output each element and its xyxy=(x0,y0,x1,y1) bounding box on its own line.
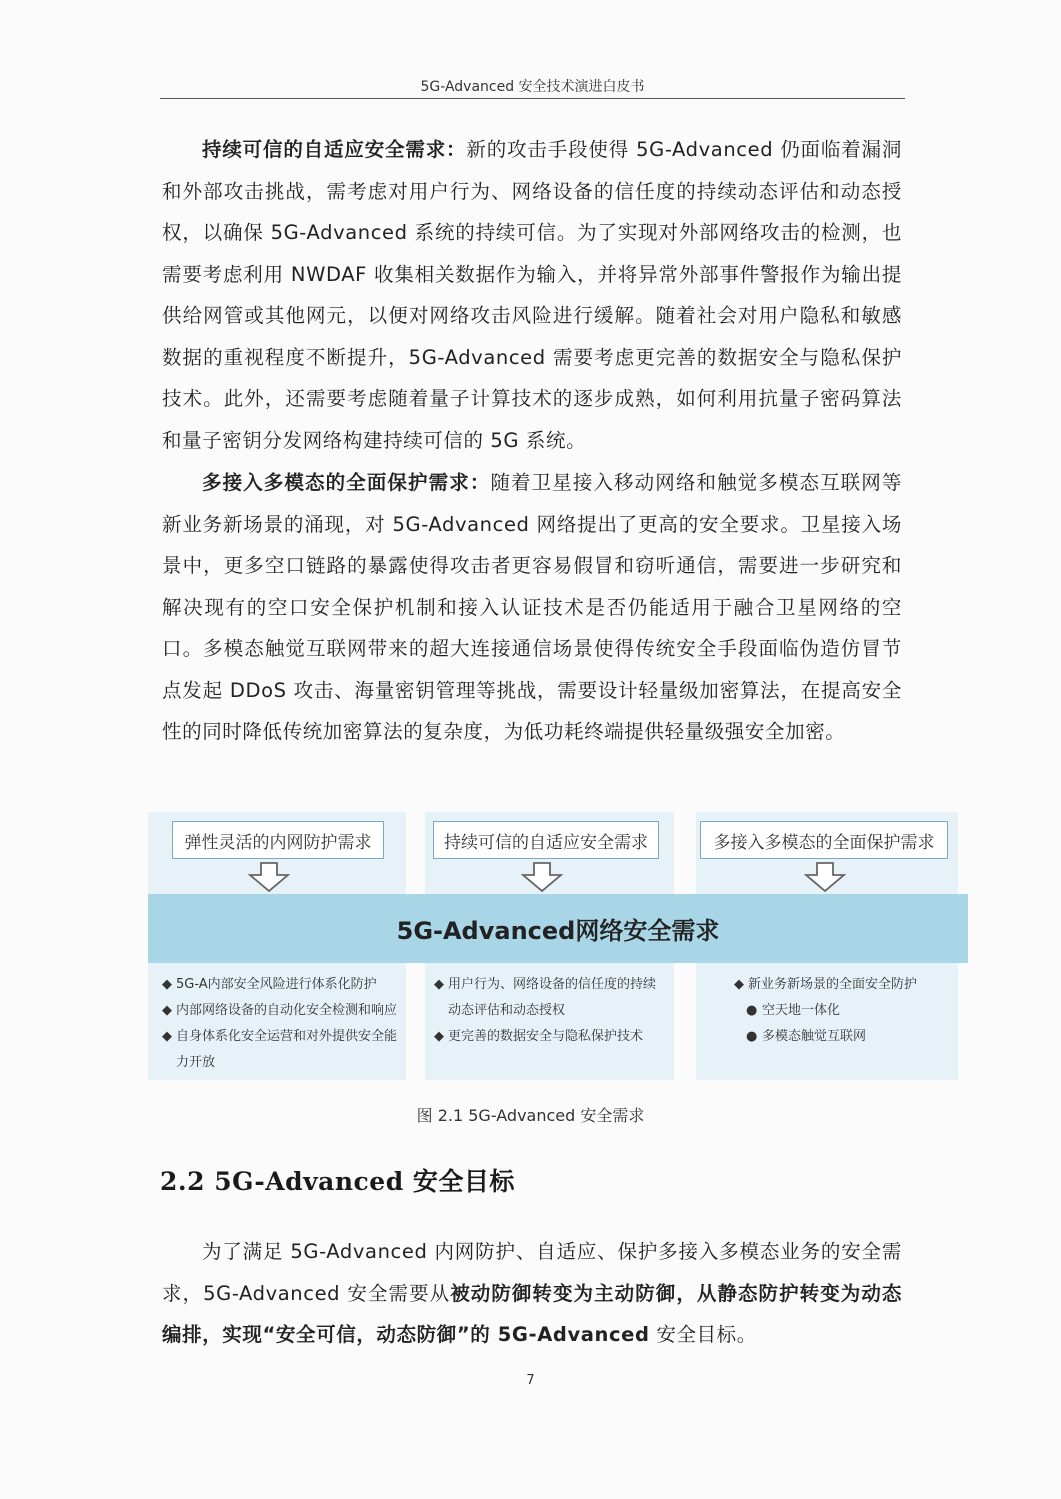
paragraph-security-goal xyxy=(162,1231,902,1356)
dot-icon: ● xyxy=(746,1003,758,1018)
section-title: 2.2 5G-Advanced 安全目标 xyxy=(160,1167,515,1196)
page-number: 7 xyxy=(526,1373,535,1388)
diamond-icon: ◆ xyxy=(434,977,444,992)
dot-icon: ● xyxy=(746,1029,758,1044)
list-item: ◆ 更完善的数据安全与隐私保护技术 xyxy=(434,1024,666,1050)
down-arrow-icon xyxy=(804,862,846,892)
bullet-list xyxy=(434,972,666,1050)
requirement-box: 多接入多模态的全面保护需求 xyxy=(700,821,948,859)
paragraph-adaptive-security xyxy=(162,129,902,461)
down-arrow-icon xyxy=(248,862,290,892)
paragraph-body: 随着卫星接入移动网络和触觉多模态互联网等新业务新场景的涌现，对 5G-Advanced 网络提出了更高的安全要求。卫星接入场景中，更多空口链路的暴露使得攻击者更容易假冒和窃听通信，需要进一步研究和解决现有的空口安全保护机制和接入认证技术是否仍能适用于融合卫星网络的空口。多模态触觉互联网带来的超大连接通信场景使得传统安全手段面临伪造仿冒节点发起 DDoS 攻击、海量密钥管理等挑战，需要设计轻量级加密算法，在提高安全性的同时降低传统加密算法的复杂度，为低功耗终端提供轻量级强安全加密。 xyxy=(162,471,902,743)
paragraph-body: 新的攻击手段使得 5G-Advanced 仍面临着漏洞和外部攻击挑战，需考虑对用户行为、网络设备的信任度的持续动态评估和动态授权，以确保 5G-Advanced 系统的持续可信。为了实现对外部网络攻击的检测，也需要考虑利用 NWDAF 收集相关数据作为输入，并将异常外部事件警报作为输出提供给网管或其他网元，以便对网络攻击风险进行缓解。随着社会对用户隐私和敏感数据的重视程度不断提升，5G-Advanced 需要考虑更完善的数据安全与隐私保护技术。此外，还需要考虑随着量子计算技术的逐步成熟，如何利用抗量子密码算法和量子密钥分发网络构建持续可信的 5G 系统。 xyxy=(162,138,902,452)
diamond-icon: ◆ xyxy=(162,977,172,992)
paragraph-lead: 多接入多模态的全面保护需求： xyxy=(202,471,491,494)
bullet-list xyxy=(734,972,954,1050)
requirement-box: 持续可信的自适应安全需求 xyxy=(433,821,659,859)
paragraph-lead: 持续可信的自适应安全需求： xyxy=(202,138,467,161)
down-arrow-icon xyxy=(521,862,563,892)
diamond-icon: ◆ xyxy=(734,977,744,992)
paragraph-text: 安全目标。 xyxy=(649,1323,757,1346)
requirement-box: 弹性灵活的内网防护需求 xyxy=(172,821,384,859)
figure-caption: 图 2.1 5G-Advanced 安全需求 xyxy=(416,1106,645,1125)
diamond-icon: ◆ xyxy=(162,1003,172,1018)
paragraph-emphasis: 被动防御转变为主动防御，从静态防护转变为动态编排，实现“安全可信，动态防御”的 5G-Advanced xyxy=(162,1281,902,1346)
list-item: ● 多模态触觉互联网 xyxy=(734,1024,954,1050)
diamond-icon: ◆ xyxy=(434,1029,444,1044)
page-header: 5G-Advanced 安全技术演进白皮书 xyxy=(420,79,645,95)
list-item: ◆ 用户行为、网络设备的信任度的持续动态评估和动态授权 xyxy=(434,972,666,1024)
list-item: ◆ 新业务新场景的全面安全防护 xyxy=(734,972,954,998)
paragraph-multi-access xyxy=(162,462,902,753)
list-item: ● 空天地一体化 xyxy=(734,998,954,1024)
diamond-icon: ◆ xyxy=(162,1029,172,1044)
list-item: ◆ 内部网络设备的自动化安全检测和响应 xyxy=(162,998,402,1024)
network-security-band: 5G-Advanced网络安全需求 xyxy=(148,894,968,963)
bullet-list xyxy=(162,972,402,1076)
list-item: ◆ 5G-A内部安全风险进行体系化防护 xyxy=(162,972,402,998)
list-item: ◆ 自身体系化安全运营和对外提供安全能力开放 xyxy=(162,1024,402,1076)
paragraph-text: 为了满足 5G-Advanced 内网防护、自适应、保护多接入多模态业务的安全需求，5G-Advanced 安全需要从 xyxy=(162,1240,902,1305)
header-rule xyxy=(160,98,905,99)
